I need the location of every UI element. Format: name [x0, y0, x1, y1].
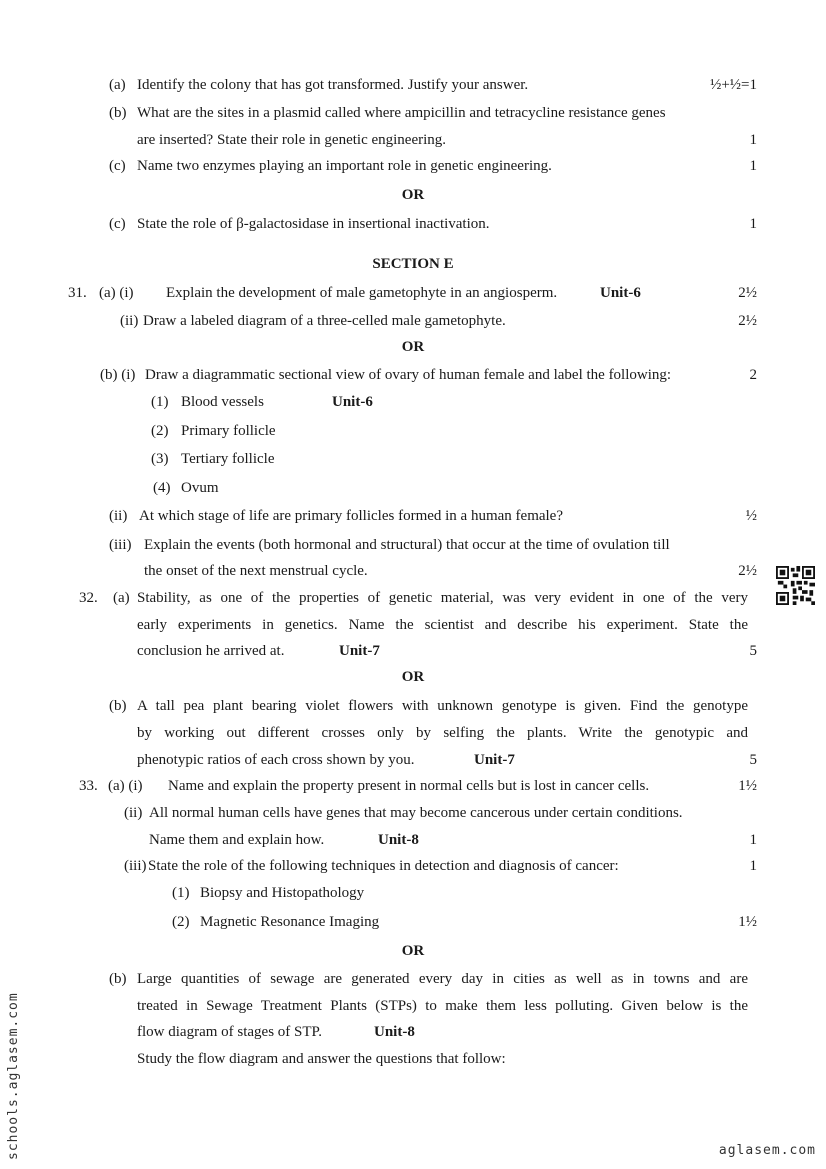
qr-code — [776, 566, 815, 605]
q31-b-i-label: (b) (i) — [100, 367, 136, 383]
q31-item-3-num: (3) — [151, 451, 169, 467]
q33-item-1-num: (1) — [172, 885, 190, 901]
q33-a-i-text: Name and explain the property present in normal cells but is lost in cancer cells. — [168, 778, 650, 794]
q32-a-line2: early experiments in genetics. Name the scientist and describe his experiment. State the — [137, 617, 748, 633]
q30-b-marks: 1 — [749, 132, 757, 148]
q32-a-marks: 5 — [749, 643, 757, 659]
q30-or: OR — [401, 187, 425, 203]
q31-b-ii-text: At which stage of life are primary follicles formed in a human female? — [139, 508, 563, 524]
q33-a-iii-label: (iii) — [124, 858, 147, 874]
q31-b-i-text: Draw a diagrammatic sectional view of ovary of human female and label the following: — [145, 367, 672, 383]
q31-b-iii-label: (iii) — [109, 537, 132, 553]
q33-a-i-label: (a) (i) — [108, 778, 143, 794]
q32-b-label: (b) — [109, 698, 127, 714]
q33-b-line1: Large quantities of sewage are generated every day in cities as well as in towns and are — [137, 971, 748, 987]
q30-c-text: Name two enzymes playing an important role in genetic engineering. — [137, 158, 552, 174]
q33-a-ii-marks: 1 — [749, 832, 757, 848]
q30-a-marks: ½+½=1 — [710, 77, 757, 93]
q32-b-unit: Unit-7 — [474, 752, 515, 768]
q33-a-iii-marks: 1 — [749, 858, 757, 874]
q31-b-i-marks: 2 — [749, 367, 757, 383]
q33-a-ii-line2: Name them and explain how. — [149, 832, 325, 848]
q31-item-2-num: (2) — [151, 423, 169, 439]
q32-b-line2: by working out different crosses only by selfing the plants. Write the genotypic and — [137, 725, 748, 741]
q33-or: OR — [401, 943, 425, 959]
q31-b-ii-label: (ii) — [109, 508, 128, 524]
side-watermark: schools.aglasem.com — [6, 992, 21, 1160]
q32-number: 32. — [79, 590, 98, 606]
q31-a-ii-marks: 2½ — [738, 313, 757, 329]
q30-b-line1: What are the sites in a plasmid called where ampicillin and tetracycline resistance genes — [137, 105, 666, 121]
q31-b-iii-line2: the onset of the next menstrual cycle. — [144, 563, 368, 579]
q33-b-label: (b) — [109, 971, 127, 987]
q32-a-line3: conclusion he arrived at. — [137, 643, 285, 659]
q30-a-text: Identify the colony that has got transformed. Justify your answer. — [137, 77, 529, 93]
q30-c-alt-marks: 1 — [749, 216, 757, 232]
q32-a-label: (a) — [113, 590, 130, 606]
footer-watermark: aglasem.com — [718, 1143, 816, 1158]
q33-number: 33. — [79, 778, 98, 794]
q33-item-2-text: Magnetic Resonance Imaging — [200, 914, 380, 930]
q31-a-ii-text: Draw a labeled diagram of a three-celled male gametophyte. — [143, 313, 506, 329]
q30-c-alt-text: State the role of β-galactosidase in insertional inactivation. — [137, 216, 490, 232]
q31-b-iii-line1: Explain the events (both hormonal and structural) that occur at the time of ovulation till — [144, 537, 670, 553]
q31-item-4-num: (4) — [153, 480, 171, 496]
q32-b-line1: A tall pea plant bearing violet flowers with unknown genotype is given. Find the genotype — [137, 698, 748, 714]
q33-a-i-marks: 1½ — [738, 778, 757, 794]
section-e-heading: SECTION E — [372, 256, 454, 272]
q30-c-marks: 1 — [749, 158, 757, 174]
q32-a-unit: Unit-7 — [339, 643, 380, 659]
q31-item-1-text: Blood vessels — [181, 394, 264, 410]
q31-a-i-text: Explain the development of male gametophyte in an angiosperm. — [166, 285, 558, 301]
q33-a-ii-unit: Unit-8 — [378, 832, 419, 848]
q31-b-ii-marks: ½ — [745, 508, 757, 524]
q31-a-i-label: (a) (i) — [99, 285, 134, 301]
q31-item-4-text: Ovum — [181, 480, 219, 496]
q31-unit-tag: Unit-6 — [600, 285, 641, 301]
q33-item-2-num: (2) — [172, 914, 190, 930]
q32-or: OR — [401, 669, 425, 685]
q30-b-label: (b) — [109, 105, 127, 121]
q31-item-1-num: (1) — [151, 394, 169, 410]
q33-b-line2: treated in Sewage Treatment Plants (STPs) to make them less polluting. Given below is the — [137, 998, 748, 1014]
q33-item-2-marks: 1½ — [738, 914, 757, 930]
q33-item-1-text: Biopsy and Histopathology — [200, 885, 365, 901]
q30-b-line2: are inserted? State their role in genetic engineering. — [137, 132, 447, 148]
q31-a-i-marks: 2½ — [738, 285, 757, 301]
q30-c-label: (c) — [109, 158, 126, 174]
q30-c-alt-label: (c) — [109, 216, 126, 232]
q33-a-ii-label: (ii) — [124, 805, 143, 821]
q31-item-2-text: Primary follicle — [181, 423, 276, 439]
q31-item-1-unit: Unit-6 — [332, 394, 373, 410]
q31-or: OR — [401, 339, 425, 355]
q33-a-iii-text: State the role of the following techniques in detection and diagnosis of cancer: — [148, 858, 619, 874]
q33-b-line3: flow diagram of stages of STP. — [137, 1024, 322, 1040]
q32-b-marks: 5 — [749, 752, 757, 768]
q31-b-iii-marks: 2½ — [738, 563, 757, 579]
q30-a-label: (a) — [109, 77, 126, 93]
q33-b-line4: Study the flow diagram and answer the questions that follow: — [137, 1051, 506, 1067]
q32-b-line3: phenotypic ratios of each cross shown by you. — [137, 752, 415, 768]
q31-number: 31. — [68, 285, 87, 301]
q31-a-ii-label: (ii) — [120, 313, 139, 329]
q33-b-unit: Unit-8 — [374, 1024, 415, 1040]
q33-a-ii-line1: All normal human cells have genes that may become cancerous under certain conditions. — [149, 805, 683, 821]
q31-item-3-text: Tertiary follicle — [181, 451, 275, 467]
q32-a-line1: Stability, as one of the properties of genetic material, was very evident in one of the very — [137, 590, 748, 606]
